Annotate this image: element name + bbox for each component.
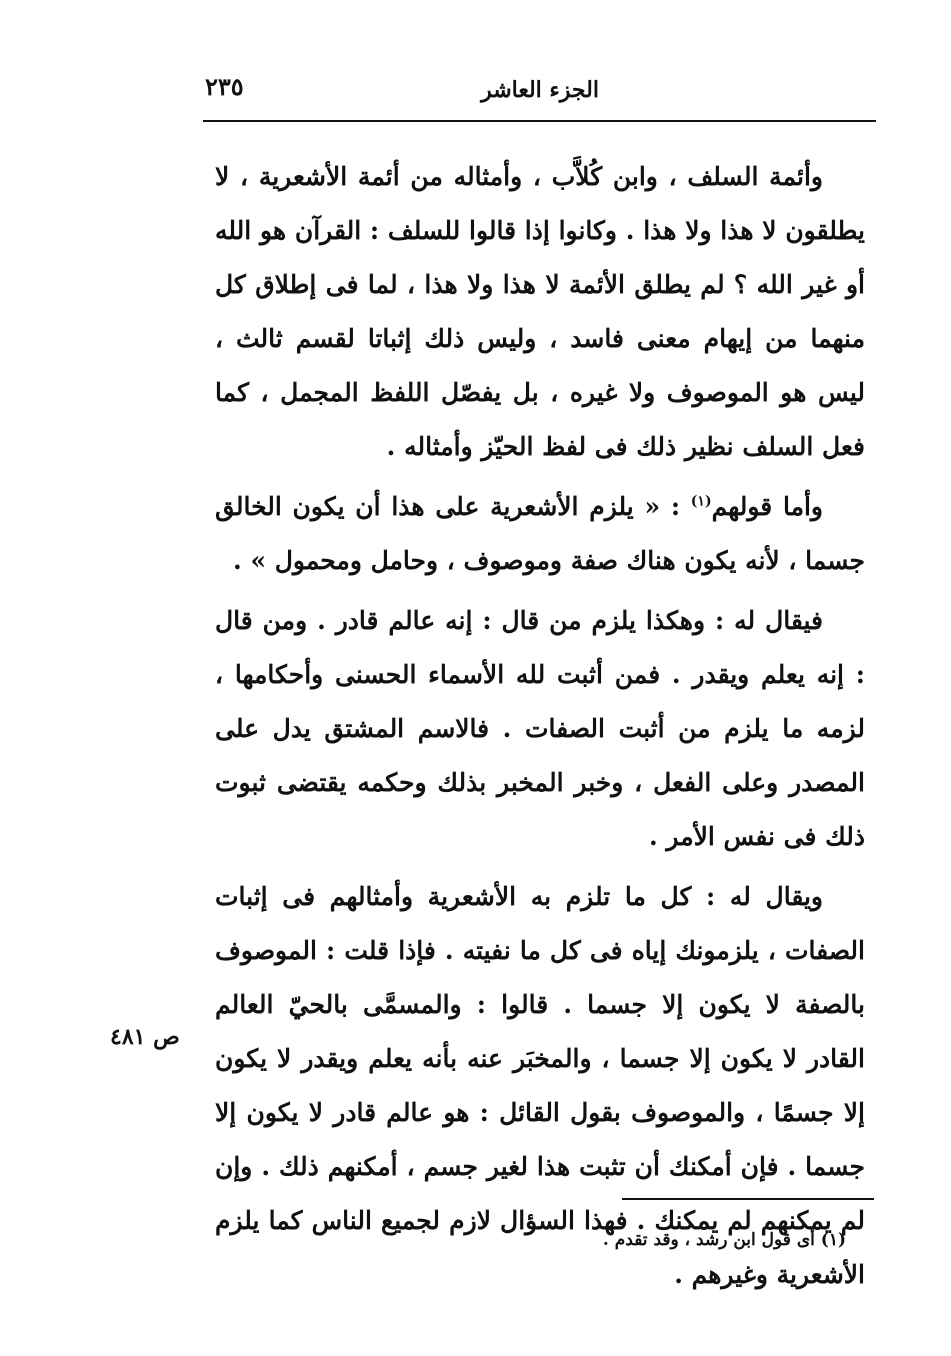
paragraph-3	[215, 594, 865, 864]
page-number: ٢٣٥	[205, 72, 244, 101]
paragraph-1-text: وأئمة السلف ، وابن كُلاَّب ، وأمثاله من أئمة الأشعرية ، لا يطلقون لا هذا ولا هذا . وكانوا إذا قالوا للسلف : القرآن هو الله أو غير الله ؟ لم يطلق الأئمة لا هذا ولا هذا ، لما فى إطلاق كل منهما من إيهام معنى فاسد ، وليس ذلك إثباتا لقسم ثالث ، ليس هو الموصوف ولا غيره ، بل يفصّل اللفظ المجمل ، كما فعل السلف نظير ذلك فى لفظ الحيّز وأمثاله .	[215, 162, 865, 461]
footnote-rule	[622, 1198, 874, 1200]
running-header	[205, 68, 875, 112]
footnote-marker[interactable]: (١)	[690, 493, 712, 510]
margin-page-reference: ص ٤٨١	[110, 1024, 180, 1050]
paragraph-3-text: : وهكذا يلزم من قال : إنه عالم قادر . ومن قال : إنه يعلم ويقدر . فمن أثبت لله الأسماء الحسنى وأحكامها ، لزمه ما يلزم من أثبت الصفات . فالاسم المشتق يدل على المصدر وعلى الفعل ، وخبر المخبر بذلك وحكمه يقتضى ثبوت ذلك فى نفس الأمر .	[215, 606, 865, 851]
paragraph-3-lead: فيقال له	[734, 606, 823, 635]
paragraph-1	[215, 150, 865, 474]
paragraph-4-text: ويقال له : كل ما تلزم به الأشعرية وأمثالهم فى إثبات الصفات ، يلزمونك إياه فى كل ما نفيته . فإذا قلت : الموصوف بالصفة لا يكون إلا جسما . قالوا : والمسمَّى بالحيّ العالم القادر لا يكون إلا جسما ، والمخبَر عنه بأنه يعلم ويقدر لا يكون إلا جسمًا ، والموصوف بقول القائل : هو عالم قادر لا يكون إلا جسما . فإن أمكنك أن تثبت هذا لغير جسم ، أمكنهم ذلك . وإن لم يمكنهم لم يمكنك . فهذا السؤال لازم لجميع الناس كما يلزم الأشعرية وغيرهم .	[215, 882, 865, 1289]
footnote: (١) أى قول ابن رشد ، وقد تقدم .	[602, 1230, 846, 1250]
paragraph-2	[215, 480, 865, 588]
header-title: الجزء العاشر	[481, 77, 599, 103]
body-text	[215, 150, 865, 1308]
header-rule	[203, 120, 876, 122]
paragraph-2-text: : « يلزم الأشعرية على هذا أن يكون الخالق جسما ، لأنه يكون هناك صفة وموصوف ، وحامل ومحمول » .	[215, 492, 865, 575]
paragraph-2-lead: وأما قولهم	[711, 492, 823, 521]
